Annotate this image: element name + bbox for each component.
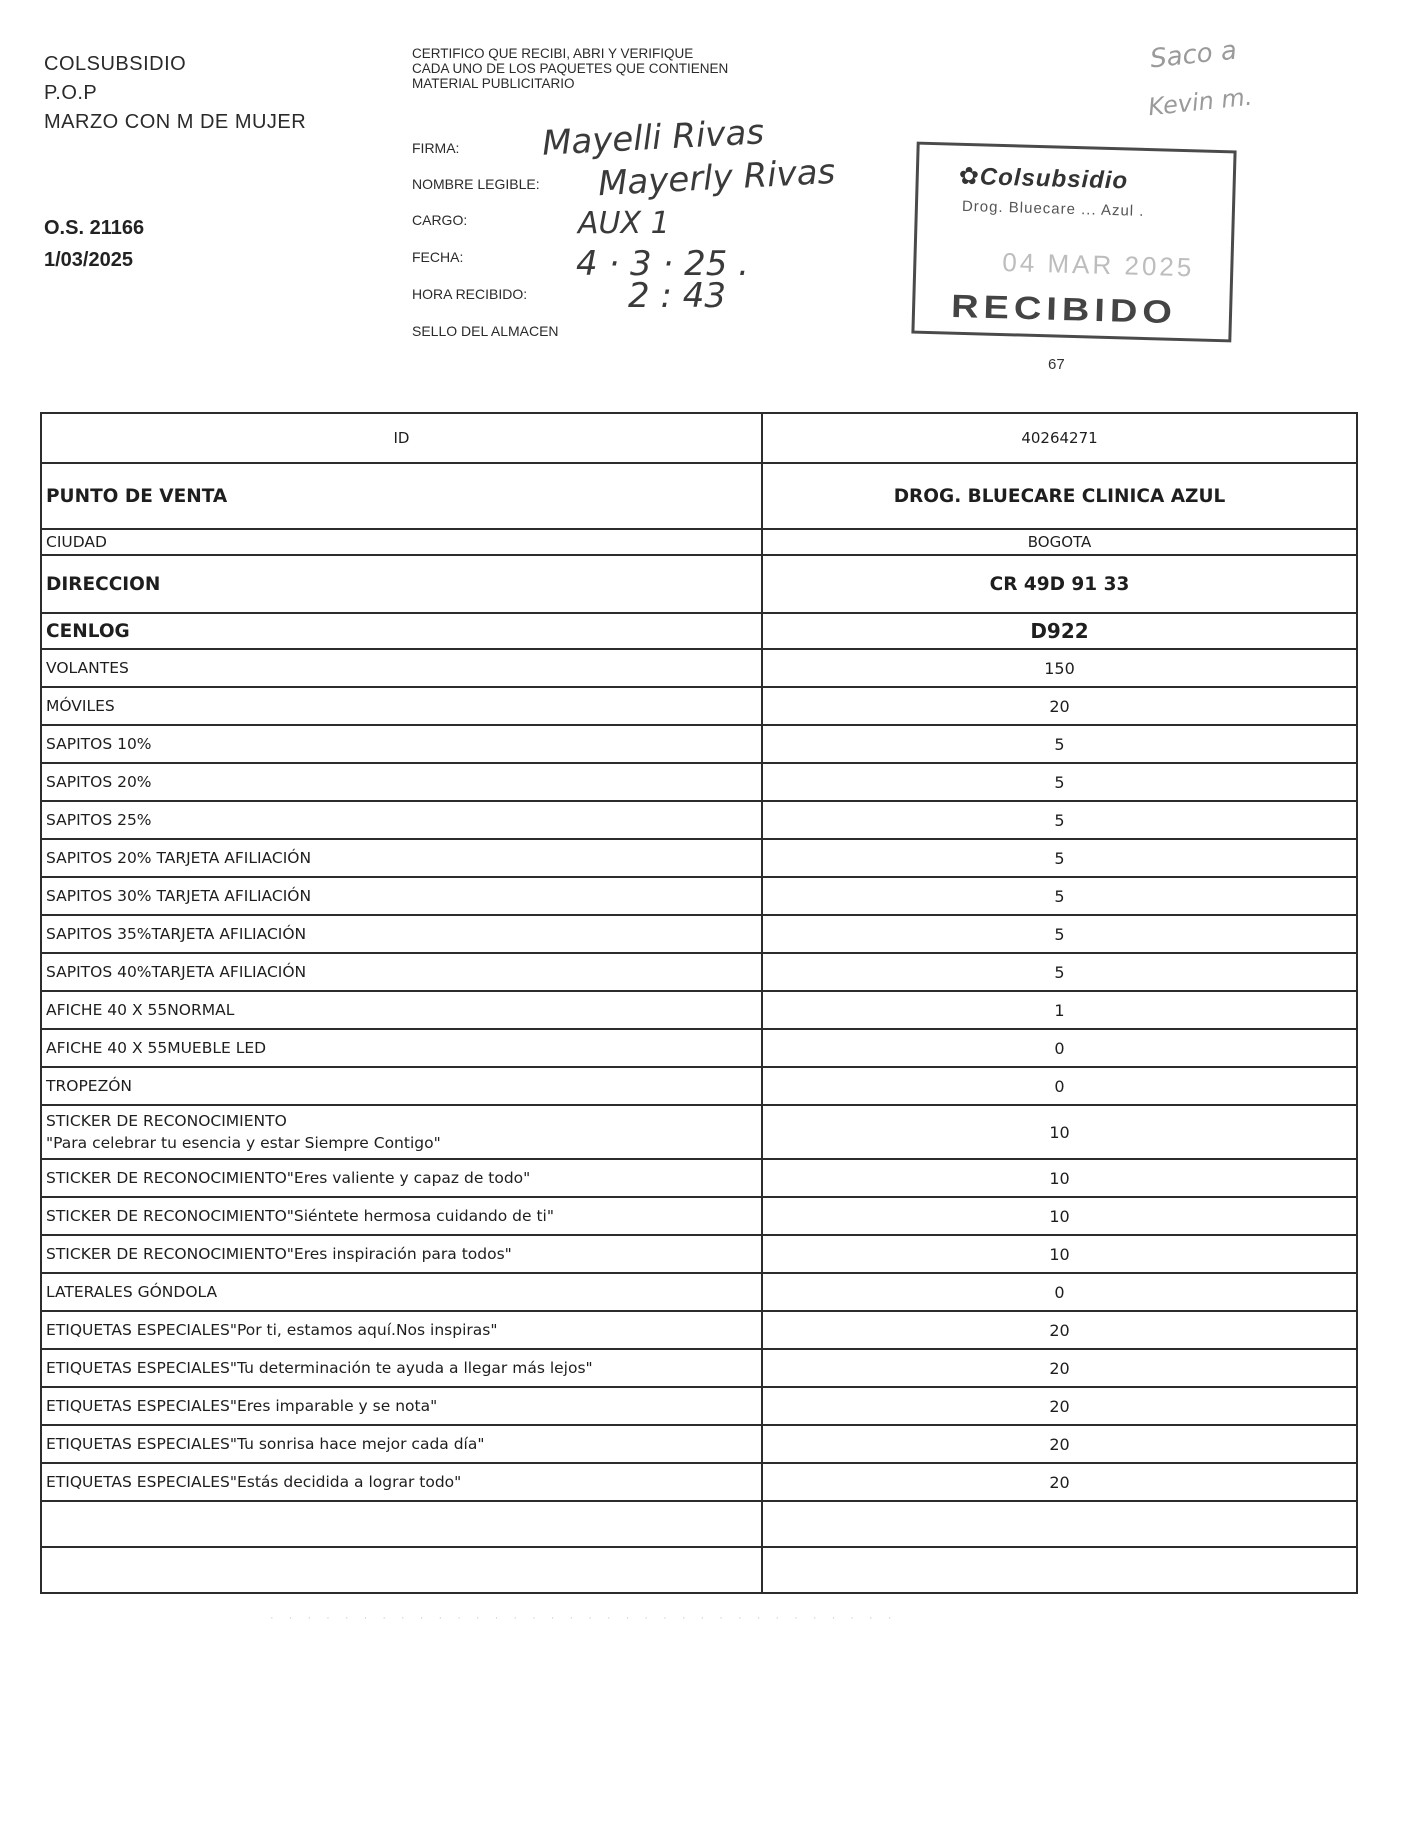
item-label: ETIQUETAS ESPECIALES"Tu determinación te ayuda a llegar más lejos" [41,1349,762,1387]
corner-note-line2: Kevin m. [1146,82,1254,122]
stamp-number: 67 [1048,356,1065,373]
firma-label: FIRMA: [412,140,460,156]
table-row [41,1311,1357,1349]
hora-label: HORA RECIBIDO: [412,286,528,302]
item-label-line2: "Para celebrar tu esencia y estar Siempre Contigo" [46,1134,441,1152]
stamp-logo-icon: ✿ [958,162,981,191]
item-label: TROPEZÓN [41,1067,762,1105]
item-quantity: 20 [762,687,1357,725]
table-row [41,1029,1357,1067]
item-quantity: 1 [762,991,1357,1029]
table-row-id [41,413,1357,463]
table-row [41,1235,1357,1273]
item-label: AFICHE 40 X 55NORMAL [41,991,762,1029]
header-left [44,50,306,137]
item-label [41,1105,762,1159]
table-row [41,877,1357,915]
item-quantity: 0 [762,1273,1357,1311]
item-label: SAPITOS 40%TARJETA AFILIACIÓN [41,953,762,991]
item-quantity: 10 [762,1105,1357,1159]
table-row-ciudad [41,529,1357,555]
empty-cell [762,1547,1357,1593]
item-label: SAPITOS 10% [41,725,762,763]
item-quantity: 150 [762,649,1357,687]
table-row [41,953,1357,991]
cenlog-value: D922 [762,613,1357,649]
punto-de-venta-label: PUNTO DE VENTA [41,463,762,529]
empty-row [41,1547,1357,1593]
table-row [41,1105,1357,1159]
item-label: STICKER DE RECONOCIMIENTO"Eres valiente y capaz de todo" [41,1159,762,1197]
table-row [41,1273,1357,1311]
direccion-value: CR 49D 91 33 [762,555,1357,613]
order-block [44,212,144,276]
punto-de-venta-value: DROG. BLUECARE CLINICA AZUL [762,463,1357,529]
cenlog-label: CENLOG [41,613,762,649]
item-label: SAPITOS 20% TARJETA AFILIACIÓN [41,839,762,877]
item-label: STICKER DE RECONOCIMIENTO"Eres inspiración para todos" [41,1235,762,1273]
corner-note-line1: Saco a [1148,35,1239,75]
table-row [41,991,1357,1029]
table-row [41,1349,1357,1387]
table-row [41,687,1357,725]
empty-cell [762,1501,1357,1547]
ciudad-label: CIUDAD [41,529,762,555]
stamp-date: 04 MAR 2025 [1001,247,1195,283]
id-label: ID [41,413,762,463]
ciudad-value: BOGOTA [762,529,1357,555]
table-row [41,1387,1357,1425]
item-quantity: 10 [762,1159,1357,1197]
item-label: ETIQUETAS ESPECIALES"Estás decidida a lograr todo" [41,1463,762,1501]
item-label: ETIQUETAS ESPECIALES"Eres imparable y se nota" [41,1387,762,1425]
table-row [41,839,1357,877]
item-quantity: 5 [762,839,1357,877]
item-quantity: 5 [762,953,1357,991]
empty-row [41,1501,1357,1547]
item-quantity: 10 [762,1197,1357,1235]
item-quantity: 5 [762,877,1357,915]
campaign-name: MARZO CON M DE MUJER [44,111,307,133]
empty-cell [41,1501,762,1547]
empty-cell [41,1547,762,1593]
table-row [41,801,1357,839]
nombre-handwritten: Mayerly Rivas [597,151,837,205]
item-label: ETIQUETAS ESPECIALES"Tu sonrisa hace mejor cada día" [41,1425,762,1463]
hora-handwritten: 2 : 43 [628,276,726,316]
company-name: COLSUBSIDIO [44,53,187,75]
table-row-direccion [41,555,1357,613]
item-quantity: 20 [762,1349,1357,1387]
stamp-received-word: RECIBIDO [950,288,1178,331]
item-quantity: 5 [762,763,1357,801]
table-row [41,763,1357,801]
stamp-subtitle: Drog. Bluecare ... Azul . [961,197,1145,220]
item-quantity: 5 [762,915,1357,953]
item-quantity: 5 [762,801,1357,839]
certification-statement: CERTIFICO QUE RECIBI, ABRI Y VERIFIQUE CADA UNO DE LOS PAQUETES QUE CONTIENEN MATERIAL PUBLICITARIO [412,46,729,91]
item-label: STICKER DE RECONOCIMIENTO"Siéntete hermosa cuidando de ti" [41,1197,762,1235]
warehouse-stamp [911,142,1236,343]
item-label: MÓVILES [41,687,762,725]
scan-noise: · · · · · · · · · · · · · · · · · · · · · · · · · · · · · · · · · · [270,1612,898,1624]
item-quantity: 10 [762,1235,1357,1273]
table-row [41,725,1357,763]
item-label: ETIQUETAS ESPECIALES"Por ti, estamos aquí.Nos inspiras" [41,1311,762,1349]
order-date: 1/03/2025 [44,249,133,271]
id-value: 40264271 [762,413,1357,463]
table-row [41,1159,1357,1197]
delivery-table [40,412,1358,1594]
table-row-punto-de-venta [41,463,1357,529]
table-row [41,1067,1357,1105]
fecha-handwritten: 4 · 3 · 25 . [576,244,749,284]
table-row [41,915,1357,953]
table-row-cenlog [41,613,1357,649]
table-row [41,1463,1357,1501]
stamp-brand [958,162,1128,196]
stamp-brand-text: Colsubsidio [979,163,1129,195]
item-label: SAPITOS 20% [41,763,762,801]
item-label-line1: STICKER DE RECONOCIMIENTO [46,1112,287,1130]
nombre-label: NOMBRE LEGIBLE: [412,176,540,192]
cargo-handwritten: AUX 1 [578,206,670,241]
item-quantity: 20 [762,1311,1357,1349]
item-quantity: 20 [762,1425,1357,1463]
item-quantity: 20 [762,1463,1357,1501]
item-quantity: 5 [762,725,1357,763]
table-row [41,1425,1357,1463]
cargo-label: CARGO: [412,212,468,228]
item-quantity: 0 [762,1029,1357,1067]
program-name: P.O.P [44,82,98,104]
table-row [41,649,1357,687]
order-number: O.S. 21166 [44,217,145,239]
fecha-label: FECHA: [412,249,464,265]
item-label: LATERALES GÓNDOLA [41,1273,762,1311]
direccion-label: DIRECCION [41,555,762,613]
item-label: VOLANTES [41,649,762,687]
item-quantity: 20 [762,1387,1357,1425]
item-label: SAPITOS 35%TARJETA AFILIACIÓN [41,915,762,953]
item-label: SAPITOS 25% [41,801,762,839]
item-quantity: 0 [762,1067,1357,1105]
item-label: SAPITOS 30% TARJETA AFILIACIÓN [41,877,762,915]
table-row [41,1197,1357,1235]
firma-signature: Mayelli Rivas [541,112,766,164]
item-label: AFICHE 40 X 55MUEBLE LED [41,1029,762,1067]
sello-label: SELLO DEL ALMACEN [412,323,559,339]
